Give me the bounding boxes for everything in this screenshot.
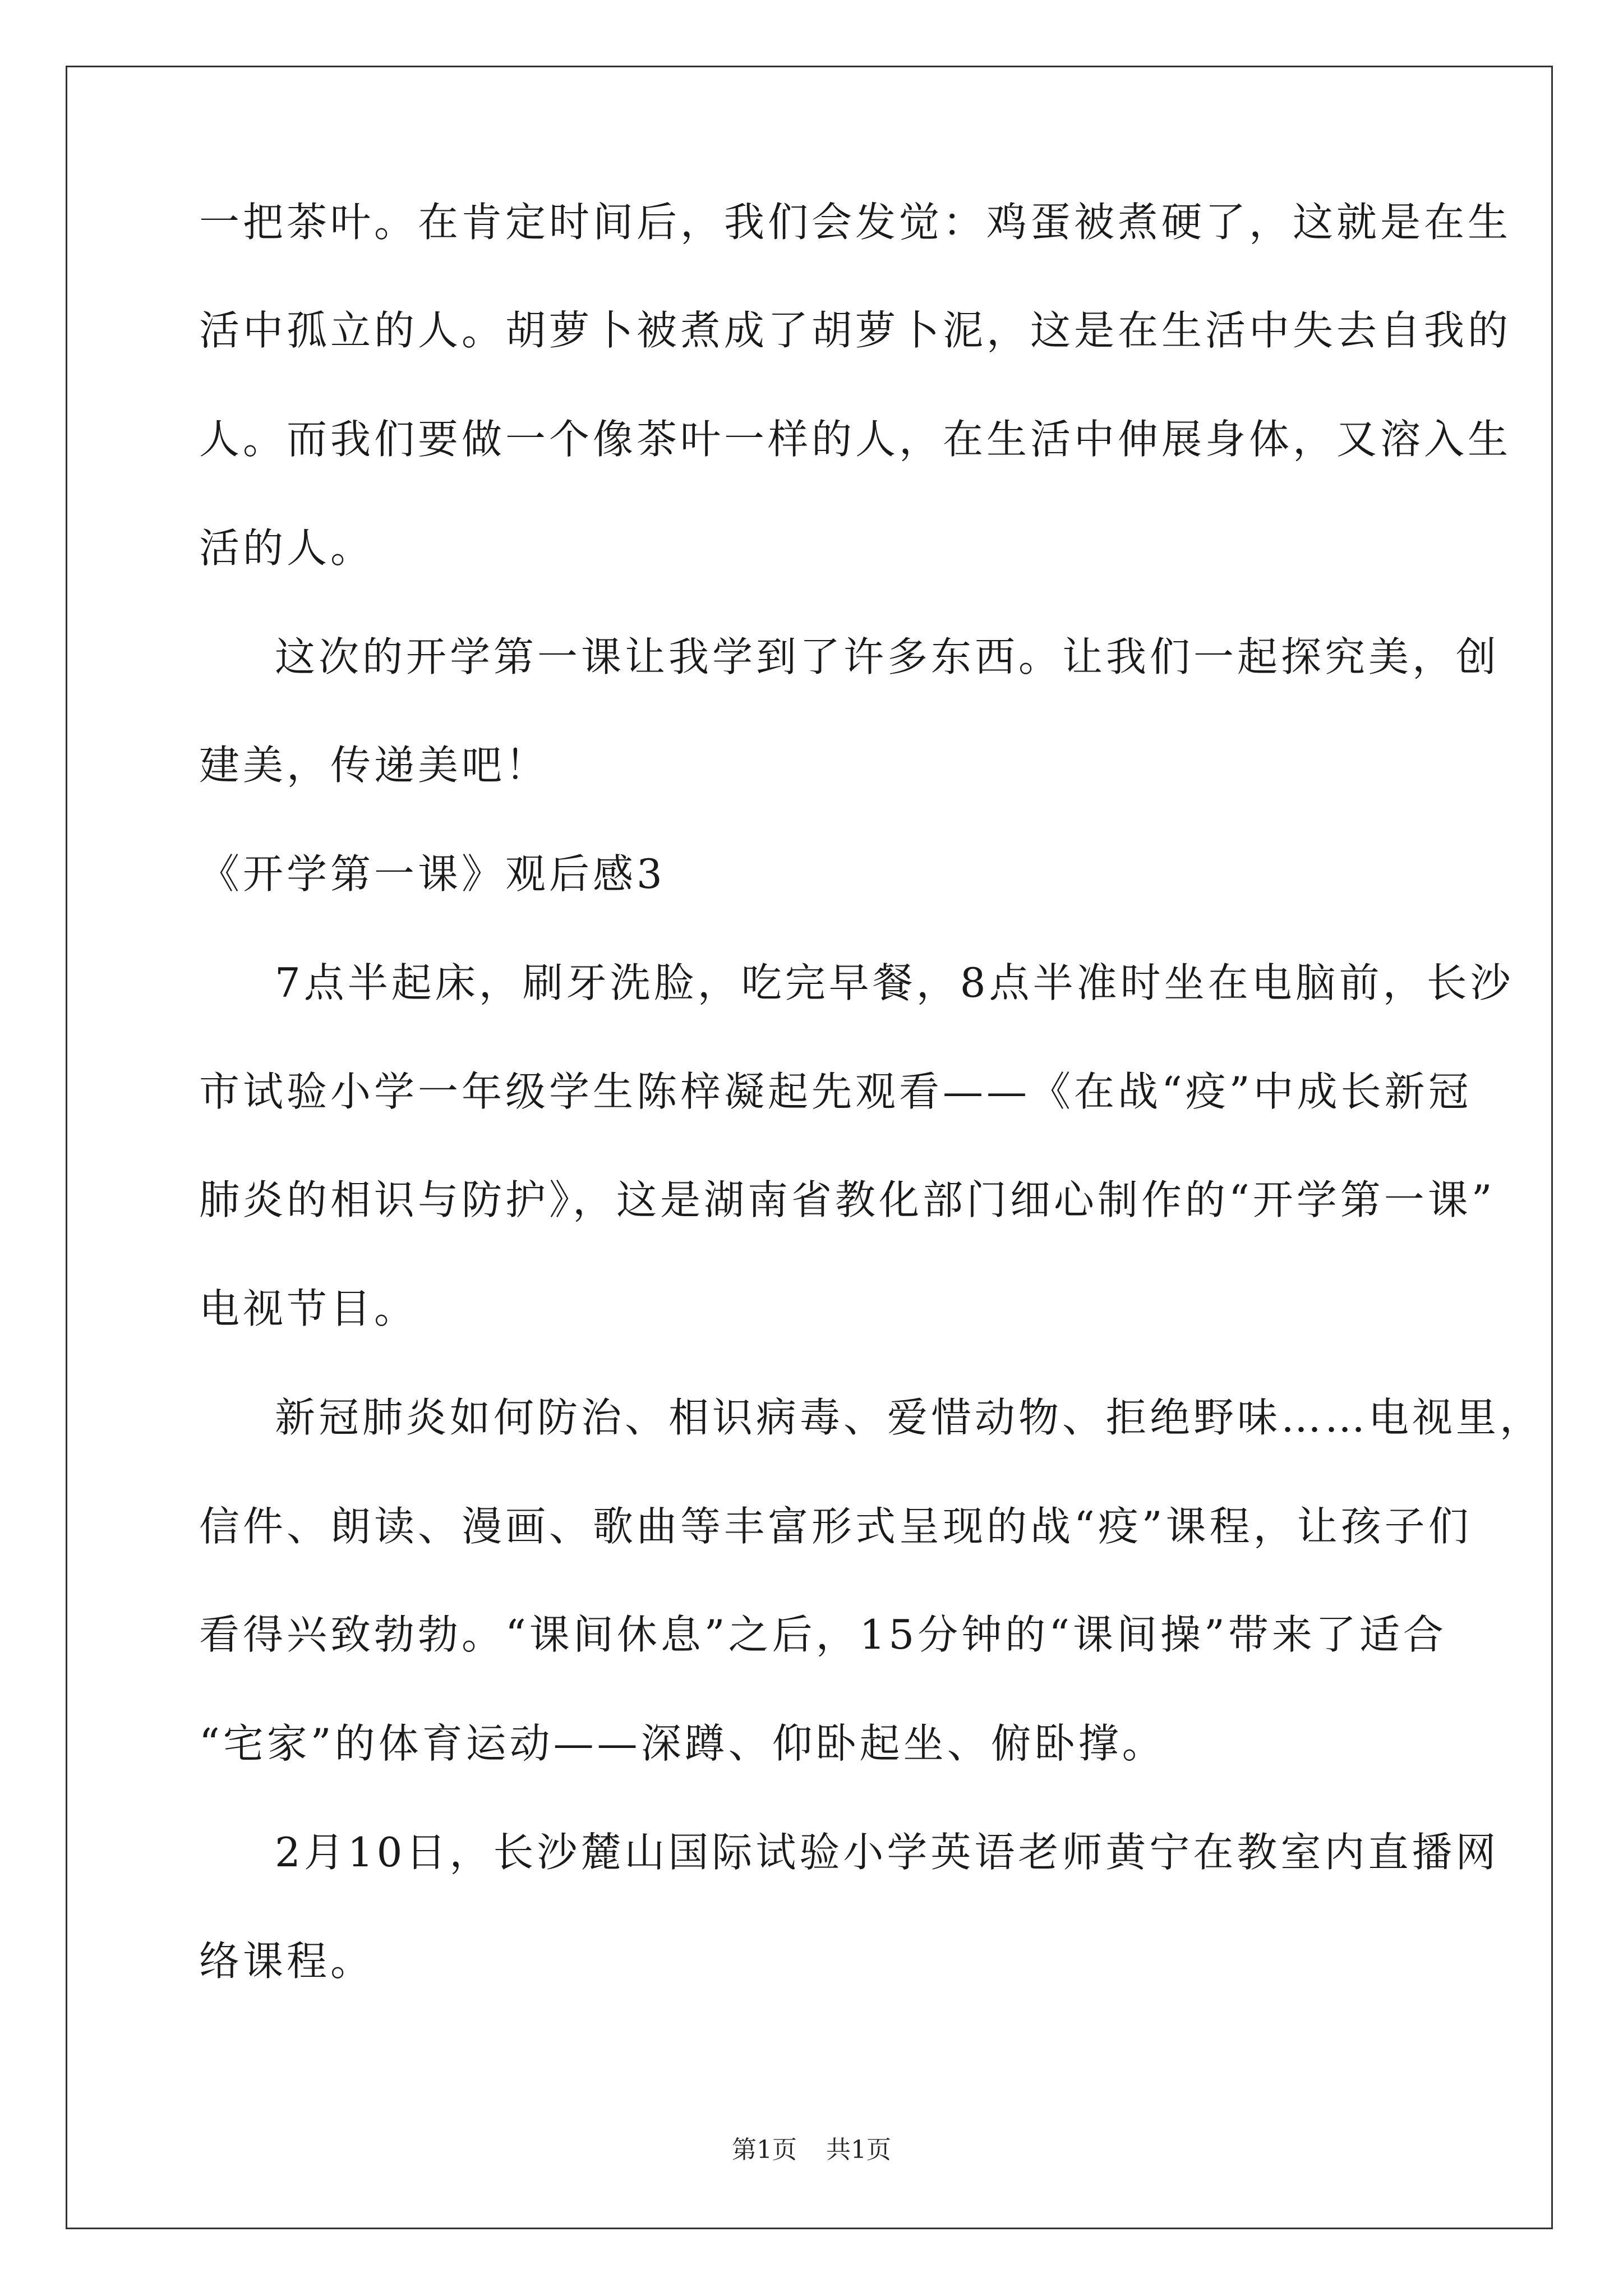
- text-line: 一把茶叶。在肯定时间后，我们会发觉：鸡蛋被煮硬了，这就是在生: [199, 199, 1512, 246]
- text-line: 络课程。: [199, 1938, 375, 1985]
- text-line: 活中孤立的人。胡萝卜被煮成了胡萝卜泥，这是在生活中失去自我的: [199, 307, 1512, 354]
- text-line: “宅家”的体育运动——深蹲、仰卧起坐、俯卧撑。: [199, 1720, 1166, 1767]
- page-total: 共1页: [826, 2136, 891, 2164]
- text-line: 信件、朗读、漫画、歌曲等丰富形式呈现的战“疫”课程，让孩子们: [199, 1503, 1472, 1550]
- paragraph-first-line: 新冠肺炎如何防治、相识病毒、爱惜动物、拒绝野味……电视里，: [275, 1394, 1544, 1441]
- text-line: 电视节目。: [199, 1285, 418, 1332]
- text-line: 活的人。: [199, 524, 375, 572]
- section-heading: 《开学第一课》观后感3: [199, 850, 666, 898]
- text-line: 建美，传递美吧！: [199, 742, 550, 789]
- paragraph-first-line: 这次的开学第一课让我学到了许多东西。让我们一起探究美，创: [275, 633, 1500, 680]
- text-line: 看得兴致勃勃。“课间休息”之后，15分钟的“课间操”带来了适合: [199, 1611, 1447, 1658]
- paragraph-first-line: 7点半起床，刷牙洗脸，吃完早餐，8点半准时坐在电脑前，长沙: [275, 959, 1514, 1006]
- page-border: [66, 66, 1553, 2229]
- page-footer: [0, 2138, 1623, 2162]
- text-line: 人。而我们要做一个像茶叶一样的人，在生活中伸展身体，又溶入生: [199, 416, 1512, 463]
- page-number: 第1页: [732, 2136, 797, 2164]
- text-line: 肺炎的相识与防护》，这是湖南省教化部门细心制作的“开学第一课”: [199, 1176, 1496, 1223]
- paragraph-first-line: 2月10日，长沙麓山国际试验小学英语老师黄宁在教室内直播网: [275, 1829, 1500, 1876]
- text-line: 市试验小学一年级学生陈梓凝起先观看——《在战“疫”中成长新冠: [199, 1068, 1472, 1115]
